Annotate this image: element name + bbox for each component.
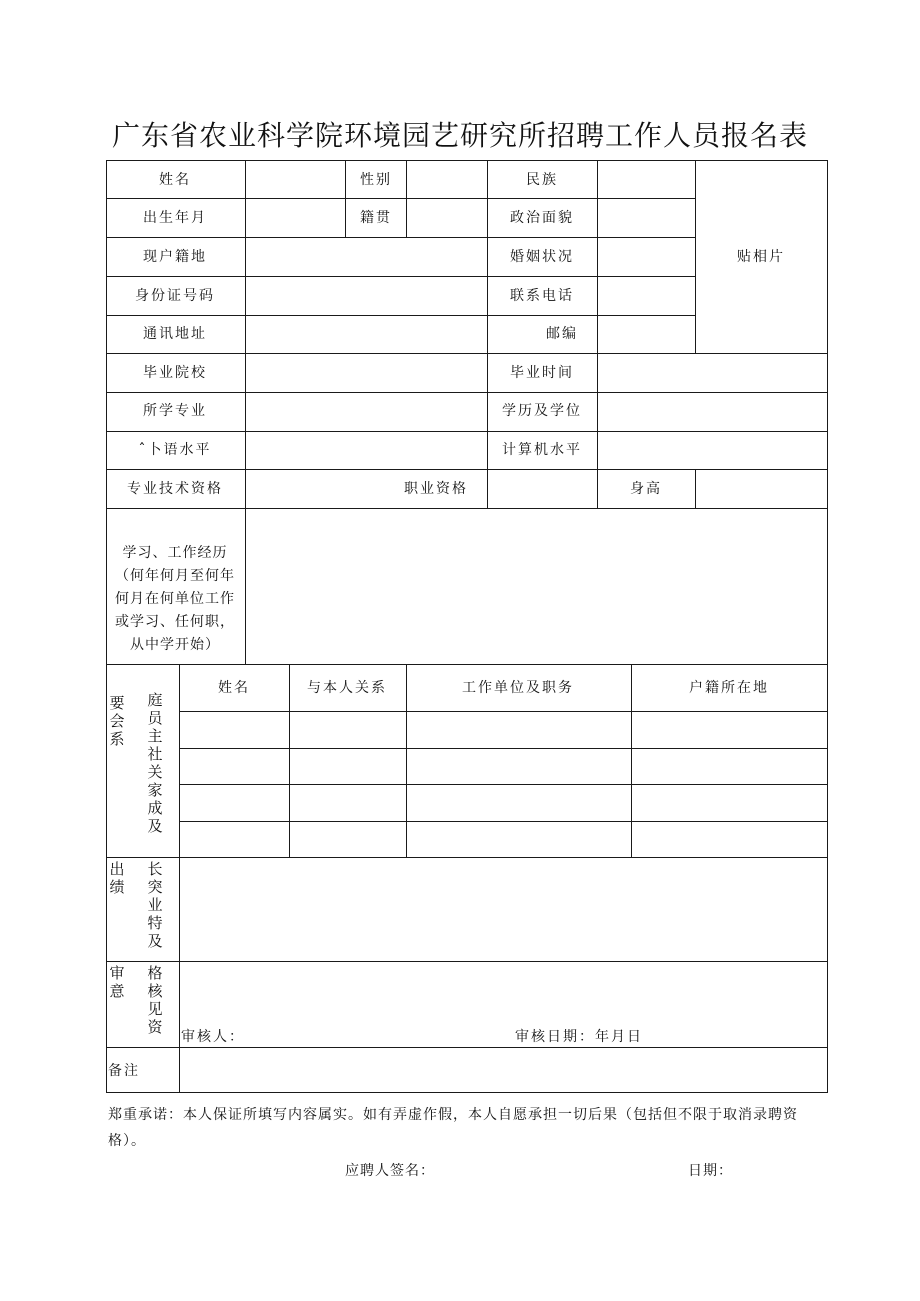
achievements-label-right: 长突业特及 [147, 860, 163, 950]
row-line [106, 469, 828, 470]
col-line [345, 160, 346, 238]
row-line [179, 784, 828, 785]
review-label-right: 格核见资 [147, 964, 163, 1036]
row-line [106, 664, 828, 665]
photo-placeholder: 贴相片 [737, 249, 785, 265]
phone-label: 联系电话 [510, 288, 574, 304]
school-label: 毕业院校 [143, 365, 207, 381]
remarks-label: 备注 [108, 1063, 140, 1079]
family-col-relation: 与本人关系 [307, 680, 387, 696]
row-line [106, 1047, 828, 1048]
row-line [106, 315, 695, 316]
major-label: 所学专业 [143, 403, 207, 419]
grad-time-label: 毕业时间 [510, 365, 574, 381]
col-line [695, 160, 696, 354]
family-col-household: 户籍所在地 [689, 680, 769, 696]
col-line [487, 160, 488, 509]
row-line [106, 353, 828, 354]
name-label: 姓名 [159, 172, 191, 188]
birth-label: 出生年月 [143, 210, 207, 226]
achievements-label-left: 出绩 [109, 860, 125, 896]
row-line [106, 237, 695, 238]
col-line [179, 664, 180, 1093]
family-label-left: 要会系 [109, 694, 125, 748]
row-line [106, 857, 828, 858]
computer-level-label: 计算机水平 [502, 442, 582, 458]
row-line [106, 198, 695, 199]
row-line [106, 392, 828, 393]
professional-qualification-label: 职业资格 [404, 481, 468, 497]
col-line [289, 664, 290, 858]
row-line [106, 961, 828, 962]
foreign-language-label: ˆ卜语水平 [138, 442, 212, 458]
col-line [597, 160, 598, 509]
family-label-right: 庭员主社关家成及 [147, 691, 163, 835]
tech-qualification-label: 专业技术资格 [127, 481, 223, 497]
native-place-label: 籍贯 [360, 210, 392, 226]
family-col-name: 姓名 [218, 680, 250, 696]
experience-label: 学习、工作经历（何年何月至何年何月在何单位工作或学习、任何职，从中学开始） [115, 545, 235, 653]
id-number-label: 身份证号码 [135, 288, 215, 304]
table-border-right [827, 160, 828, 1093]
col-line [695, 469, 696, 509]
col-line [631, 664, 632, 858]
height-label: 身高 [630, 481, 662, 497]
postcode-label: 邮编 [546, 326, 578, 342]
row-line [106, 276, 695, 277]
marital-label: 婚姻状况 [510, 249, 574, 265]
table-border-bottom [106, 1092, 828, 1093]
reviewer-label: 审核人： [181, 1029, 245, 1045]
form-title: 广东省农业科学院环境园艺研究所招聘工作人员报名表 [111, 119, 808, 152]
political-status-label: 政治面貌 [510, 210, 574, 226]
table-border-left [106, 160, 107, 1093]
review-label-left: 审意 [109, 964, 125, 1000]
address-label: 通讯地址 [143, 326, 207, 342]
row-line [106, 431, 828, 432]
ethnicity-label: 民族 [526, 172, 558, 188]
col-line [245, 160, 246, 664]
review-date-label: 审核日期：年月日 [515, 1029, 643, 1045]
date-label: 日期： [688, 1163, 733, 1179]
row-line [106, 508, 828, 509]
table-border-top [106, 160, 828, 161]
gender-label: 性别 [360, 172, 392, 188]
col-line [406, 664, 407, 858]
degree-label: 学历及学位 [502, 403, 582, 419]
signature-label: 应聘人签名： [345, 1163, 435, 1179]
row-line [179, 821, 828, 822]
family-col-employer: 工作单位及职务 [462, 680, 574, 696]
row-line [179, 748, 828, 749]
pledge-text: 郑重承诺：本人保证所填写内容属实。如有弄虚作假，本人自愿承担一切后果（包括但不限于取消录聘资格）。 [108, 1107, 798, 1149]
col-line [406, 160, 407, 238]
row-line [179, 711, 828, 712]
household-label: 现户籍地 [143, 249, 207, 265]
